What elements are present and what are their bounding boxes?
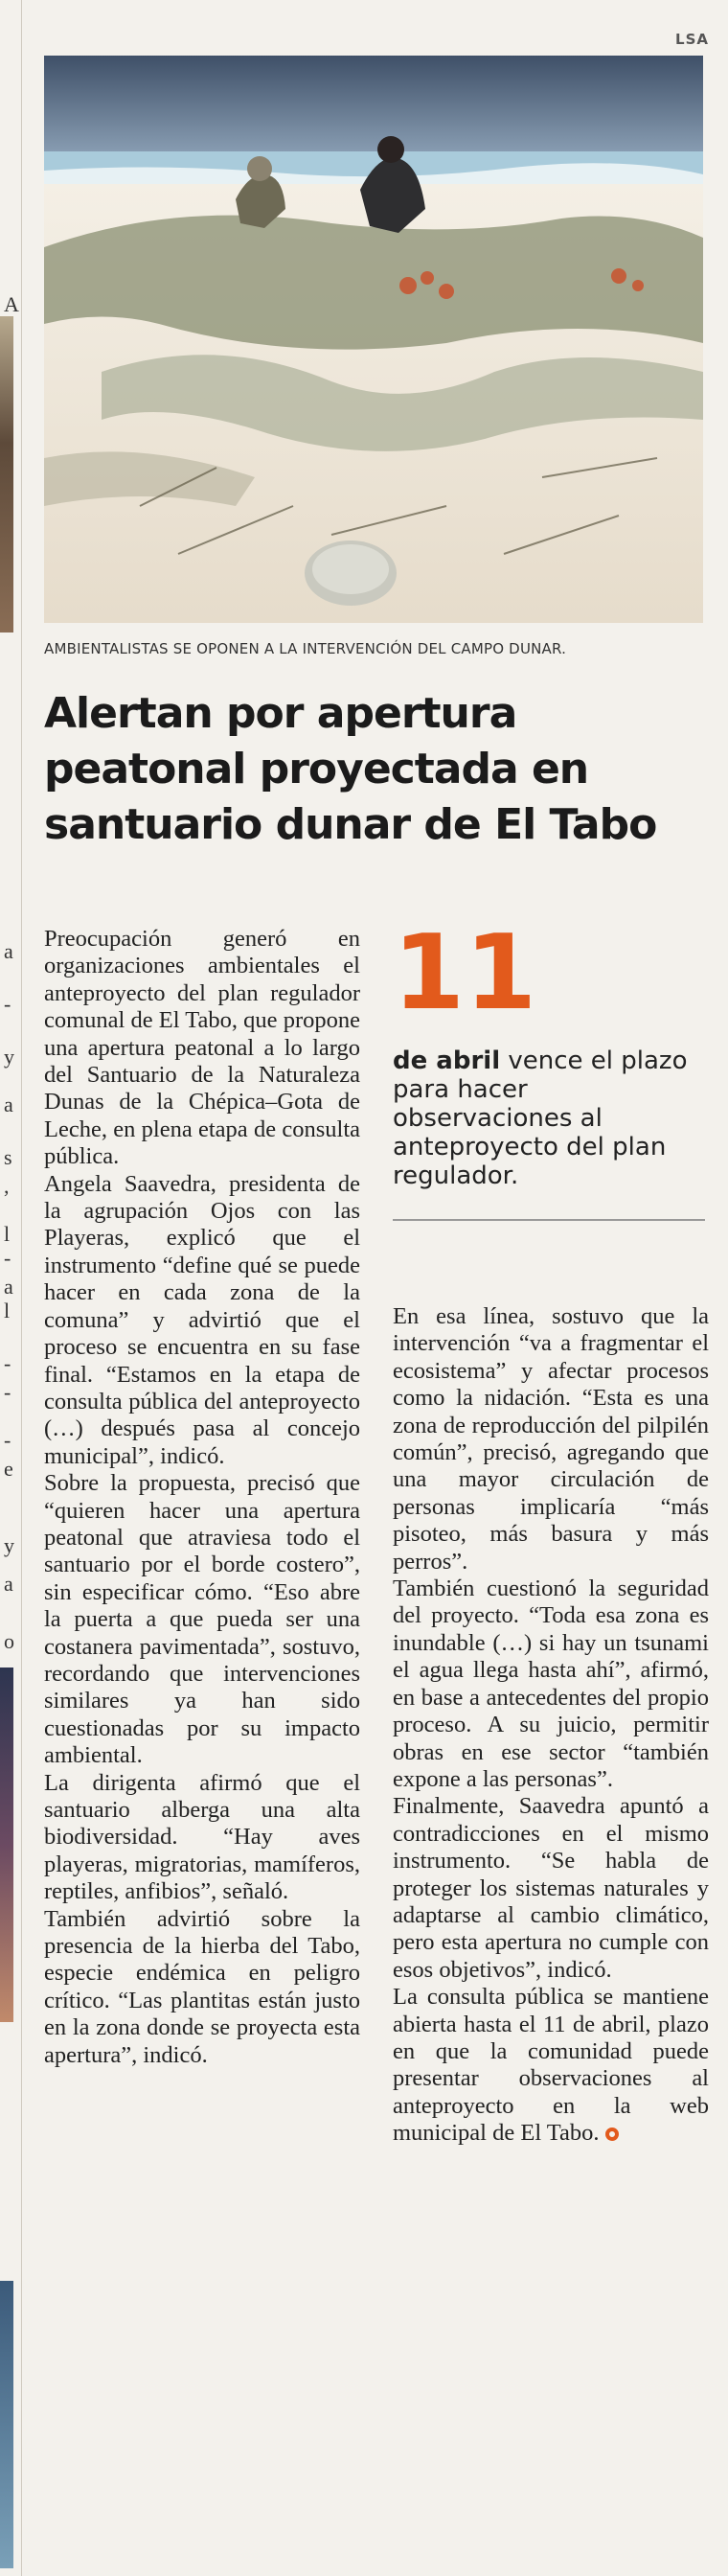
adjacent-text-fragment: - <box>4 1351 11 1375</box>
adjacent-text-fragment: A <box>4 292 19 316</box>
adjacent-text-fragment: y <box>4 1533 14 1557</box>
adjacent-text-fragment: a <box>4 939 13 963</box>
headline: Alertan por apertura peatonal proyectada en santuario dunar de El Tabo <box>44 689 657 849</box>
paragraph <box>393 1984 709 2147</box>
photo-caption: AMBIENTALISTAS SE OPONEN A LA INTERVENCIÓN DEL CAMPO DUNAR. <box>44 640 567 657</box>
adjacent-text-fragment: , <box>4 1174 10 1198</box>
paragraph-text: La consulta pública se mantiene abierta hasta el 11 de abril, plazo en que la comunidad puede presentar observaciones al anteproyecto en la web municipal de El Tabo. <box>393 1984 709 2147</box>
highlight-number: 11 <box>393 913 537 1033</box>
paragraph: También cuestionó la seguridad del proyecto. “Toda esa zona es inundable (…) si hay un tsunami el agua llega hasta ahí”, afirmó, en base a antecedentes del propio proceso. A su juicio, permitir obras en ese sector “también expone a las personas”. <box>393 1576 709 1792</box>
adjacent-text-fragment: o <box>4 1629 14 1653</box>
divider <box>393 1219 705 1221</box>
paragraph: Angela Saavedra, presidenta de la agrupación Ojos con las Playeras, explicó que el instrumento “define qué se puede hacer en cada zona de la comuna” y advirtió que el proceso se encuentra en su fase final. “Estamos en la etapa de consulta pública del anteproyecto (…) después pasa al concejo municipal”, indicó. <box>44 1170 360 1469</box>
paragraph: La dirigenta afirmó que el santuario alberga una alta biodiversidad. “Hay aves playeras, migratorias, mamíferos, reptiles, anfibios”, señaló. <box>44 1769 360 1905</box>
adjacent-text-fragment: l <box>4 1299 11 1322</box>
article-column-2 <box>393 1303 709 2148</box>
adjacent-text-fragment: - <box>4 1428 11 1452</box>
adjacent-image-strip <box>0 1668 13 2022</box>
adjacent-text-fragment: - <box>4 1246 11 1270</box>
adjacent-text-fragment: l <box>4 1222 11 1246</box>
section-tag: LSA <box>675 31 709 48</box>
paragraph: Finalmente, Saavedra apuntó a contradicciones en el mismo instrumento. “Se habla de proteger los sistemas naturales y adaptarse al cambio climático, pero esta apertura no cumple con esos objetivos”, indicó. <box>393 1793 709 1983</box>
adjacent-text-fragment: e <box>4 1457 13 1481</box>
paragraph: También advirtió sobre la presencia de la hierba del Tabo, especie endémica en peligro crítico. “Las plantitas están justo en la zona donde se proyecta esta apertura”, indicó. <box>44 1905 360 2068</box>
adjacent-text-fragment: a <box>4 1275 13 1299</box>
paragraph: Sobre la propuesta, precisó que “quieren hacer una apertura peatonal que atraviesa todo el santuario por el borde costero”, sin especificar cómo. “Eso abre la puerta a que pueda ser una costanera pavimentada”, sostuvo, recordando que intervenciones similares ya han sido cuestionadas por su impacto ambiental. <box>44 1470 360 1769</box>
adjacent-text-fragment: a <box>4 1092 13 1116</box>
paragraph: Preocupación generó en organizaciones ambientales el anteproyecto del plan regulador comunal de El Tabo, que propone una apertura peatonal a lo largo del Santuario de la Naturaleza Dunas de la Chépica–Gota de Leche, en plena etapa de consulta pública. <box>44 926 360 1170</box>
adjacent-text-fragment: a <box>4 1572 13 1596</box>
highlight-rest: vence el plazo para hacer observaciones al anteproyecto del plan regulador. <box>393 1046 688 1190</box>
end-of-article-icon <box>605 2128 619 2141</box>
adjacent-text-fragment: - <box>4 1380 11 1404</box>
adjacent-image-strip <box>0 316 13 632</box>
adjacent-text-fragment: y <box>4 1045 14 1069</box>
dune-photo-illustration <box>44 56 703 623</box>
highlight-text <box>393 1046 709 1190</box>
highlight-bold: de abril <box>393 1046 501 1075</box>
paragraph: En esa línea, sostuvo que la intervención “va a fragmentar el ecosistema” y afectar procesos como la nidación. “Esta es una zona de reproducción del pilpilén común”, precisó, agregando que una mayor circulación de personas implicaría “más pisoteo, más basura y más perros”. <box>393 1303 709 1575</box>
adjacent-image-strip <box>0 2281 13 2568</box>
adjacent-text-fragment: s <box>4 1145 12 1169</box>
dune-photo <box>44 56 703 623</box>
article-column-1 <box>44 926 360 2069</box>
adjacent-text-fragment: - <box>4 992 11 1016</box>
adjacent-page-fragment <box>0 0 22 2576</box>
